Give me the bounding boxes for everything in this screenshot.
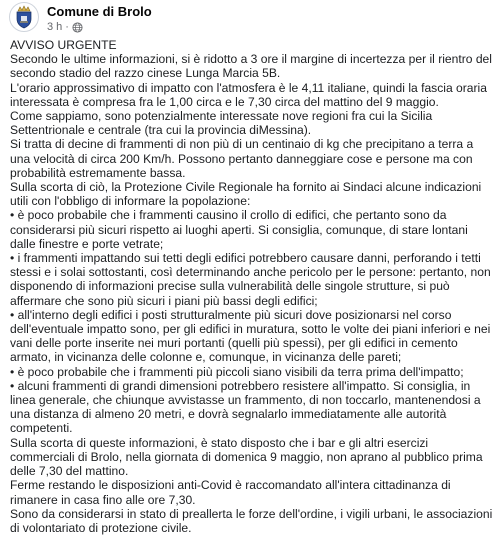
post-body (10, 38, 494, 535)
page-avatar[interactable] (9, 2, 39, 32)
post-meta (47, 2, 152, 34)
post-line: Come sappiamo, sono potenzialmente interessate nove regioni fra cui la Sicilia Settentrionale e centrale (tra cui la provincia diMessina). (10, 109, 433, 138)
post-line: Si tratta di decine di frammenti di non più di un centinaio di kg che precipitano a terra a una velocità di circa 200 Km/h. Possono pertanto danneggiare cose e persone ma con probabilità estremamente bassa. (10, 137, 474, 180)
post-time-link[interactable]: 3 h (47, 21, 63, 33)
page-name-link[interactable]: Comune di Brolo (47, 4, 152, 19)
post-header (9, 2, 152, 34)
post-bullet: • è poco probabile che i frammenti causino il crollo di edifici, che pertanto sono da considerarsi più sicuri rispetto ai luoghi aperti. Si consiglia, comunque, di stare lontani dalle finestre e porte vetrate; (10, 208, 468, 251)
post-bullet: • all'interno degli edifici i posti strutturalmente più sicuri dove posizionarsi nel corso dell'eventuale impatto sono, per gli edifici in muratura, sotto le volte dei piani inferiori e nei vani delle porte inserite nei muri portanti (quelli più spessi), per gli edifici in cemento armato, in vicinanza delle colonne e, comunque, in vicinanza delle pareti; (10, 307, 491, 365)
post-line: Sulla scorta di queste informazioni, è stato disposto che i bar e gli altri esercizi commerciali di Brolo, nella giornata di domenica 9 maggio, non aprano al pubblico prima delle 7,30 del mattino. (10, 435, 483, 479)
post-line: Secondo le ultime informazioni, si è ridotto a 3 ore il margine di incertezza per il rientro del secondo stadio del razzo cinese Lunga Marcia 5B. (10, 52, 492, 81)
separator-dot: · (65, 21, 69, 33)
post-line: Sulla scorta di ciò, la Protezione Civile Regionale ha fornito ai Sindaci alcune indicazioni utili con l'obbligo di informare la popolazione: (10, 180, 482, 209)
post-bullet: • alcuni frammenti di grandi dimensioni potrebbero resistere all'impatto. Si consiglia, in linea generale, che chiunque avvistasse un frammento, di non toccarlo, mantenendosi a una distanza di almeno 20 metri, e dovrà segnalarlo immediatamente alle autorità competenti. (10, 378, 481, 436)
post-line: Ferme restando le disposizioni anti-Covid è raccomandato all'intera cittadinanza di rimanere in casa fino alle ore 7,30. (10, 478, 451, 507)
post-line: Sono da considerarsi in stato di preallerta le forze dell'ordine, i vigili urbani, le associazioni di volontariato di protezione civile. (10, 506, 493, 535)
post-bullet: • i frammenti impattando sui tetti degli edifici potrebbero causare danni, perforando i tetti stessi e i solai sottostanti, così determinando anche pericolo per le persone: pertanto, non disponendo di informazioni precise sulla vulnerabilità delle singole strutture, si può affermare che sono più sicuri i piani più bassi degli edifici; (10, 251, 491, 308)
post-line-title: AVVISO URGENTE (10, 38, 117, 52)
globe-icon[interactable] (72, 22, 83, 33)
post-bullet: • è poco probabile che i frammenti più piccoli siano visibili da terra prima dell'impatto; (10, 364, 464, 379)
post-line: L'orario approssimativo di impatto con l'atmosfera è le 4,11 italiane, quindi la fascia oraria interessata è compresa fra le 1,00 circa e le 7,30 circa del mattino del 9 maggio. (10, 80, 487, 109)
post-subline (47, 20, 152, 34)
coat-of-arms-icon (13, 5, 35, 29)
